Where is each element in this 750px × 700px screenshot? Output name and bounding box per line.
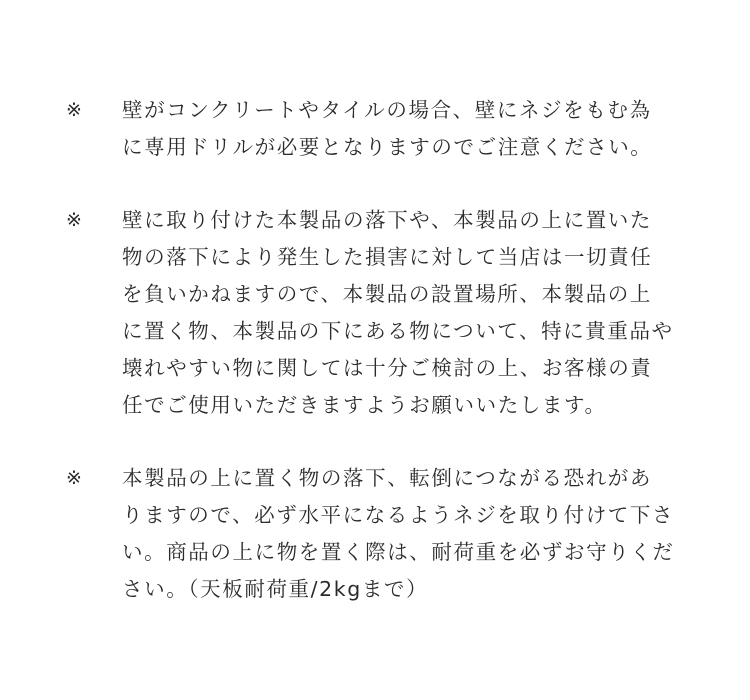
- note-line: 物の落下により発生した損害に対して当店は一切責任: [122, 245, 653, 269]
- note-mark: ※: [66, 467, 82, 489]
- note-line: 壁に取り付けた本製品の落下や、本製品の上に置いた: [122, 208, 652, 232]
- note-mark: ※: [66, 209, 82, 231]
- note-text: [122, 92, 722, 166]
- note-text: [122, 460, 722, 608]
- note-line: い。商品の上に物を置く際は、耐荷重を必ずお守りくだ: [122, 540, 675, 564]
- note-text: [122, 202, 722, 424]
- note-line: に置く物、本製品の下にある物について、特に貴重品や: [122, 319, 674, 343]
- note-line: 壊れやすい物に関しては十分ご検討の上、お客様の責: [122, 356, 653, 380]
- notes-list: [0, 92, 750, 644]
- note-line: さい。（天板耐荷重/2kgまで）: [122, 577, 429, 601]
- note-load-capacity: [0, 460, 750, 608]
- note-line: りますので、必ず水平になるようネジを取り付けて下さ: [122, 503, 675, 527]
- note-line: 壁がコンクリートやタイルの場合、壁にネジをもむ為: [122, 98, 652, 122]
- note-line: を負いかねますので、本製品の設置場所、本製品の上: [122, 282, 652, 306]
- note-line: 任でご使用いただきますようお願いいたします。: [122, 393, 607, 417]
- note-line: 本製品の上に置く物の落下、転倒につながる恐れがあ: [122, 466, 652, 490]
- note-line: に専用ドリルが必要となりますのでご注意ください。: [122, 135, 653, 159]
- note-mark: ※: [66, 99, 82, 121]
- note-drilling: [0, 92, 750, 166]
- note-liability: [0, 202, 750, 424]
